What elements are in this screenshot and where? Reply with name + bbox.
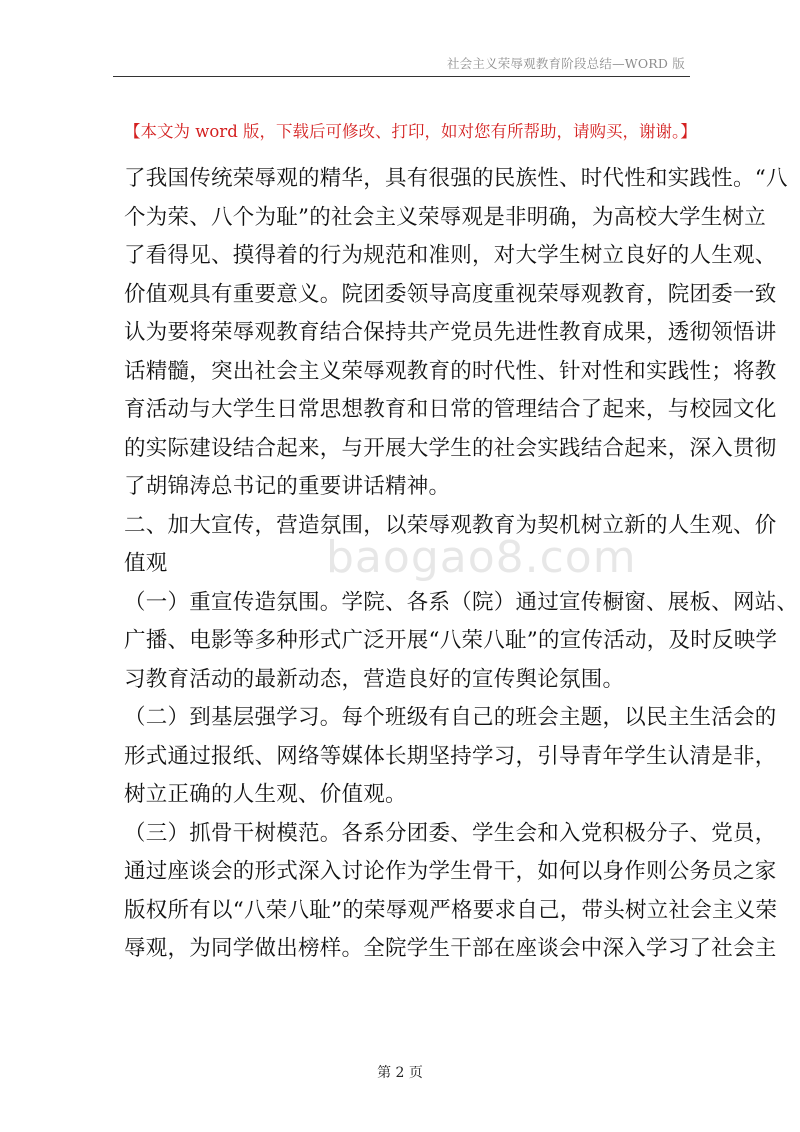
body-line: 通过座谈会的形式深入讨论作为学生骨干，如何以身作则公务员之家 [124,859,777,884]
body-line: 了看得见、摸得着的行为规范和准则，对大学生树立良好的人生观、 [124,243,777,268]
header-divider [113,76,690,77]
body-line: 树立正确的人生观、价值观。 [124,782,407,807]
body-line: （一）重宣传造氛围。学院、各系（院）通过宣传橱窗、展板、网站、 [124,589,799,615]
body-line: 形式通过报纸、网络等媒体长期坚持学习，引导青年学生认清是非， [124,743,777,769]
body-line: 个为荣、八个为耻”的社会主义荣辱观是非明确，为高校大学生树立 [124,204,766,230]
body-line: 版权所有以“八荣八耻”的荣辱观严格要求自己，带头树立社会主义荣 [124,897,778,923]
body-line: 的实际建设结合起来，与开展大学生的社会实践结合起来，深入贯彻 [124,435,777,461]
document-body [124,160,799,969]
watermark: baogao8.com [326,532,637,583]
body-line: （二）到基层强学习。每个班级有自己的班会主题，以民主生活会的 [124,705,777,730]
body-line: 了胡锦涛总书记的重要讲话精神。 [124,474,451,499]
body-line: 习教育活动的最新动态，营造良好的宣传舆论氛围。 [124,666,625,692]
body-line: 价值观具有重要意义。院团委领导高度重视荣辱观教育，院团委一致 [124,281,777,307]
running-header: 社会主义荣辱观教育阶段总结—WORD 版 [446,56,685,71]
body-line: 育活动与大学生日常思想教育和日常的管理结合了起来，与校园文化 [124,397,777,422]
section-heading-line: 二、加大宣传，营造氛围，以荣辱观教育为契机树立新的人生观、价 [124,512,777,538]
section-heading-line: 值观 [124,551,168,576]
body-line: 话精髓，突出社会主义荣辱观教育的时代性、针对性和实践性；将教 [124,358,777,384]
purchase-notice: 【本文为 word 版，下载后可修改、打印，如对您有所帮助，请购买，谢谢。】 [124,122,697,141]
body-line: 了我国传统荣辱观的精华，具有很强的民族性、时代性和实践性。“八 [124,166,788,191]
page-number: 第 2 页 [377,1065,423,1081]
body-line: （三）抓骨干树模范。各系分团委、学生会和入党积极分子、党员， [124,820,777,846]
body-line: 认为要将荣辱观教育结合保持共产党员先进性教育成果，透彻领悟讲 [124,320,777,345]
body-line: 广播、电影等多种形式广泛开展“八荣八耻”的宣传活动，及时反映学 [124,628,778,653]
body-line: 辱观，为同学做出榜样。全院学生干部在座谈会中深入学习了社会主 [124,936,777,961]
